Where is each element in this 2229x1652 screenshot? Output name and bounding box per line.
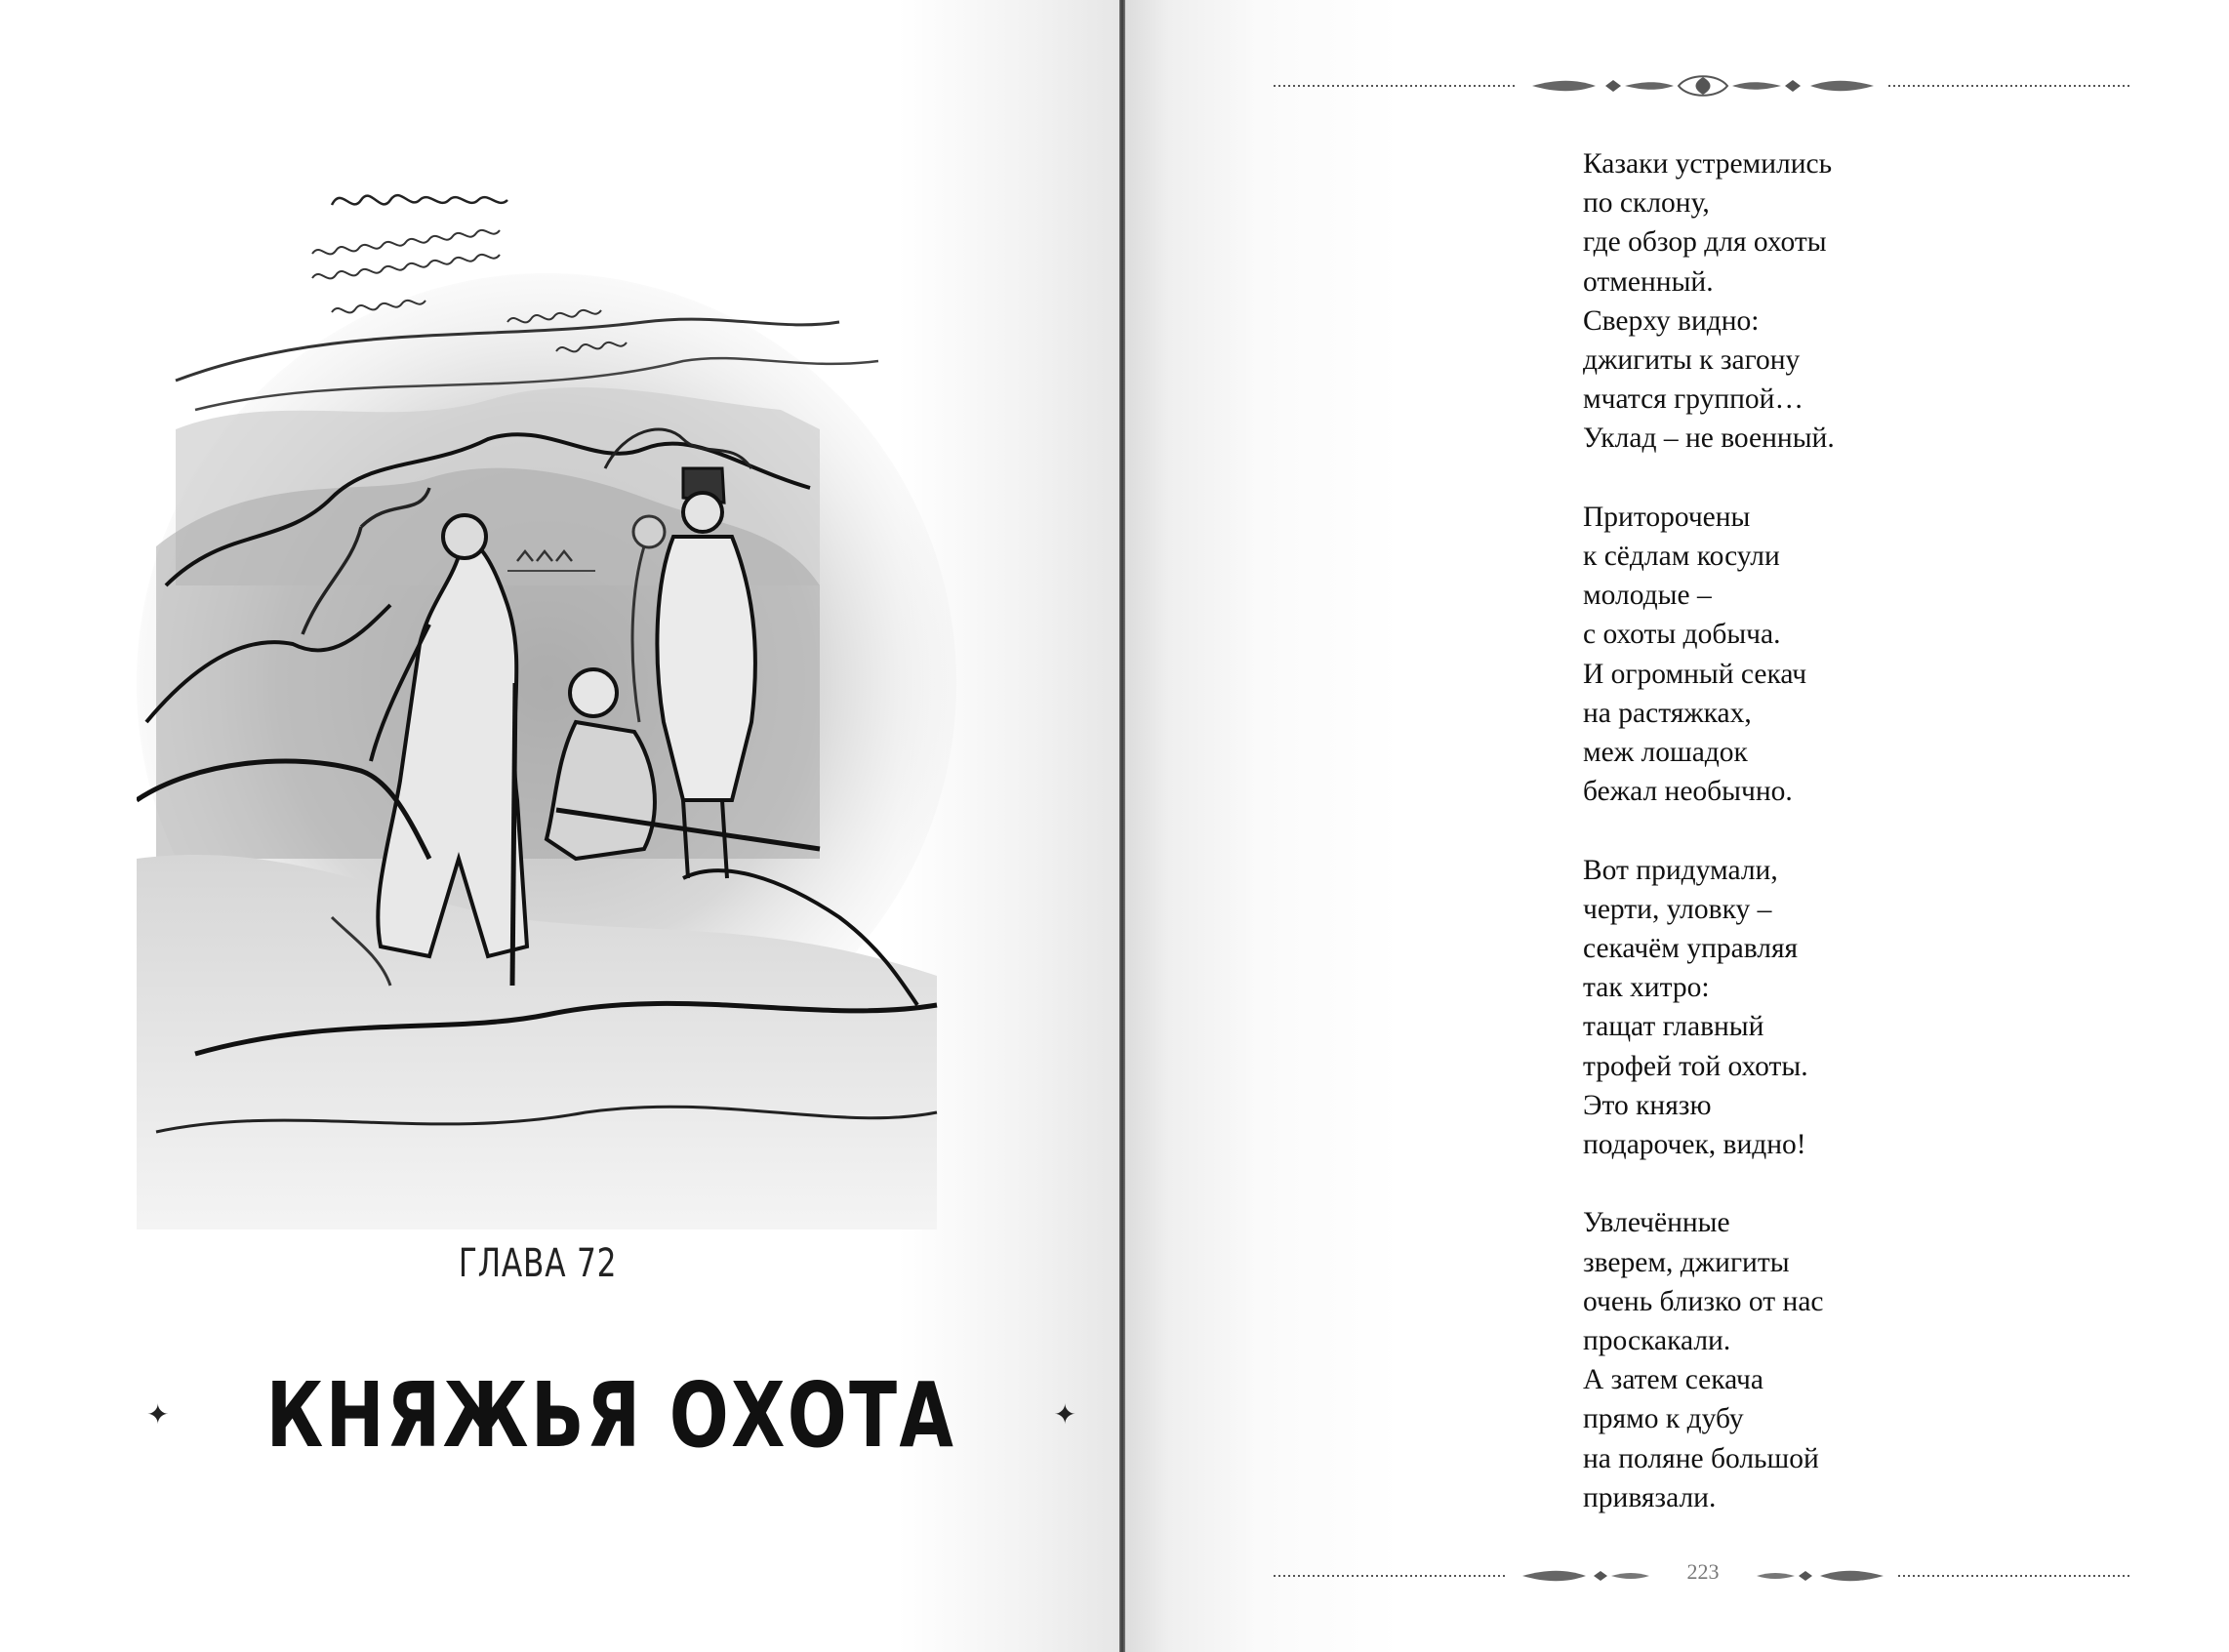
- star-left-icon: ✦: [146, 1400, 170, 1430]
- poem-line: проскакали.: [1583, 1325, 1731, 1357]
- page-number: 223: [1686, 1559, 1720, 1584]
- poem-line: меж лошадок: [1583, 737, 1748, 769]
- chapter-label: ГЛАВА 72: [458, 1241, 618, 1286]
- poem-line: отменный.: [1583, 265, 1714, 298]
- stanza: [1583, 851, 2090, 1165]
- stanza: [1583, 498, 2090, 812]
- poem-line: привязали.: [1583, 1481, 1717, 1513]
- poem-line: Увлечённые: [1583, 1207, 1730, 1239]
- poem-line: с охоты добыча.: [1583, 619, 1781, 651]
- poem-line: очень близко от нас: [1583, 1285, 1824, 1317]
- poem-line: Казаки устремились: [1583, 148, 1833, 180]
- poem-line: Это князю: [1583, 1089, 1712, 1121]
- poem-line: тащат главный: [1583, 1011, 1764, 1043]
- poem-line: на растяжках,: [1583, 697, 1752, 729]
- poem-line: черти, уловку –: [1583, 893, 1772, 925]
- poem-line: подарочек, видно!: [1583, 1129, 1806, 1161]
- stanza: [1583, 144, 2090, 459]
- poem-line: джигиты к загону: [1583, 344, 1801, 377]
- poem-line: Сверху видно:: [1583, 304, 1760, 337]
- poem-line: бежал необычно.: [1583, 776, 1793, 808]
- poem-line: Уклад – не военный.: [1583, 423, 1835, 455]
- chapter-title: КНЯЖЬЯ ОХОТА: [266, 1362, 956, 1468]
- poem-line: где обзор для охоты: [1583, 226, 1827, 259]
- poem-line: Приторочены: [1583, 501, 1751, 533]
- poem-line: И огромный секач: [1583, 658, 1807, 690]
- poem-line: прямо к дубу: [1583, 1403, 1744, 1435]
- poem-line: Вот придумали,: [1583, 854, 1778, 886]
- poem-line: так хитро:: [1583, 972, 1710, 1004]
- chapter-illustration: [137, 176, 956, 1229]
- stanza: [1583, 1203, 2090, 1517]
- decorative-divider-icon: [1274, 71, 2132, 101]
- poem-line: зверем, джигиты: [1583, 1246, 1790, 1278]
- poem-line: по склону,: [1583, 187, 1710, 220]
- poem-line: на поляне большой: [1583, 1442, 1819, 1474]
- star-right-icon: ✦: [1053, 1400, 1076, 1430]
- poem-line: к сёдлам косули: [1583, 541, 1780, 573]
- poem-line: молодые –: [1583, 580, 1712, 612]
- poem-line: секачём управляя: [1583, 933, 1799, 965]
- poem: [1583, 144, 2090, 1517]
- chapter-title-row: [146, 1361, 1076, 1469]
- poem-line: мчатся группой…: [1583, 383, 1803, 416]
- top-ornament: [1274, 71, 2132, 101]
- handwritten-notes-icon: [137, 176, 956, 371]
- poem-line: трофей той охоты.: [1583, 1050, 1808, 1082]
- poem-line: А затем секача: [1583, 1364, 1763, 1396]
